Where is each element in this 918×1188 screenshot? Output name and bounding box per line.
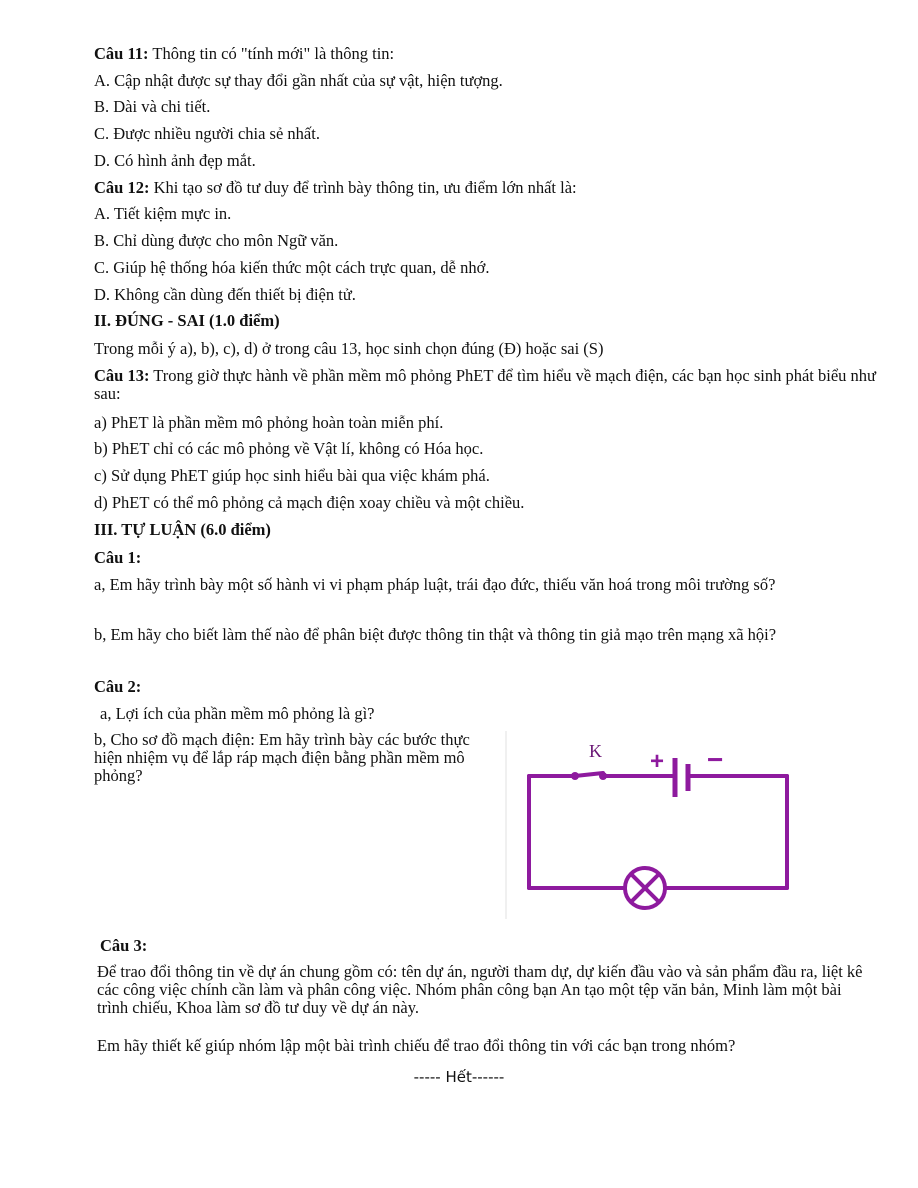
essay-1-b: b, Em hãy cho biết làm thế nào để phân biệt được thông tin thật và thông tin giả mạo trên mạng xã hội? bbox=[94, 625, 777, 644]
essay-1-a: a, Em hãy trình bày một số hành vi vi phạm pháp luật, trái đạo đức, thiếu văn hoá trong môi trường số? bbox=[94, 575, 776, 594]
essay-1-label: Câu 1: bbox=[94, 548, 142, 567]
end-marker: ----- Hết------ bbox=[413, 1068, 505, 1086]
essay-3-label: Câu 3: bbox=[100, 936, 148, 955]
battery-plus-sign: + bbox=[650, 748, 665, 775]
question-12-stem bbox=[94, 178, 878, 198]
part-2-heading: II. ĐÚNG - SAI (1.0 điểm) bbox=[94, 311, 280, 330]
circuit-diagram bbox=[505, 731, 805, 921]
switch-lever bbox=[575, 773, 603, 776]
part-3-heading: III. TỰ LUẬN (6.0 điểm) bbox=[94, 520, 271, 539]
question-12-label: Câu 12: bbox=[94, 178, 150, 197]
switch-label: K bbox=[589, 741, 602, 761]
essay-2-b: b, Cho sơ đồ mạch điện: Em hãy trình bày các bước thực hiện nhiệm vụ để lắp ráp mạch điện bằng phần mềm mô phỏng? bbox=[94, 730, 470, 785]
q13-item-c: c) Sử dụng PhET giúp học sinh hiểu bài qua việc khám phá. bbox=[94, 466, 490, 485]
question-13-text: Trong giờ thực hành về phần mềm mô phỏng PhET để tìm hiểu về mạch điện, các bạn học sinh phát biểu như sau: bbox=[94, 366, 876, 403]
essay-3-paragraph: Để trao đổi thông tin về dự án chung gồm có: tên dự án, người tham dự, dự kiến đầu vào và sản phẩm đầu ra, liệt kê các công việc chính cần làm và phân công việc. Nhóm phân công bạn An tạo một tệp văn bản, Minh làm một bài trình chiếu, Khoa làm sơ đồ tư duy về dự án này. bbox=[97, 962, 863, 1017]
question-13-stem bbox=[94, 367, 878, 403]
q13-item-b: b) PhET chỉ có các mô phỏng về Vật lí, không có Hóa học. bbox=[94, 439, 484, 458]
switch-contact-left bbox=[571, 772, 579, 780]
question-12-text: Khi tạo sơ đồ tư duy để trình bày thông tin, ưu điểm lớn nhất là: bbox=[149, 178, 577, 197]
q12-option-d: D. Không cần dùng đến thiết bị điện tử. bbox=[94, 285, 356, 304]
essay-2-a: a, Lợi ích của phần mềm mô phỏng là gì? bbox=[100, 704, 375, 723]
question-13-label: Câu 13: bbox=[94, 366, 150, 385]
question-11-label: Câu 11: bbox=[94, 44, 149, 63]
lamp-icon bbox=[625, 868, 665, 908]
q11-option-a: A. Cập nhật được sự thay đổi gần nhất của sự vật, hiện tượng. bbox=[94, 71, 503, 90]
q13-item-a: a) PhET là phần mềm mô phỏng hoàn toàn miễn phí. bbox=[94, 413, 444, 432]
battery-minus-sign: − bbox=[707, 744, 724, 775]
part-2-instruction: Trong mỗi ý a), b), c), d) ở trong câu 13, học sinh chọn đúng (Đ) hoặc sai (S) bbox=[94, 339, 604, 358]
essay-3-task: Em hãy thiết kế giúp nhóm lập một bài trình chiếu để trao đổi thông tin với các bạn trong nhóm? bbox=[97, 1036, 736, 1055]
question-11-stem bbox=[94, 44, 878, 64]
q11-option-c: C. Được nhiều người chia sẻ nhất. bbox=[94, 124, 320, 143]
q12-option-b: B. Chỉ dùng được cho môn Ngữ văn. bbox=[94, 231, 339, 250]
switch-contact-right bbox=[599, 772, 607, 780]
q13-item-d: d) PhET có thể mô phỏng cả mạch điện xoay chiều và một chiều. bbox=[94, 493, 525, 512]
q11-option-b: B. Dài và chi tiết. bbox=[94, 97, 211, 116]
question-11-text: Thông tin có "tính mới" là thông tin: bbox=[148, 44, 395, 63]
q12-option-c: C. Giúp hệ thống hóa kiến thức một cách trực quan, dễ nhớ. bbox=[94, 258, 490, 277]
q12-option-a: A. Tiết kiệm mực in. bbox=[94, 204, 232, 223]
essay-2-label: Câu 2: bbox=[94, 677, 142, 696]
q11-option-d: D. Có hình ảnh đẹp mắt. bbox=[94, 151, 256, 170]
